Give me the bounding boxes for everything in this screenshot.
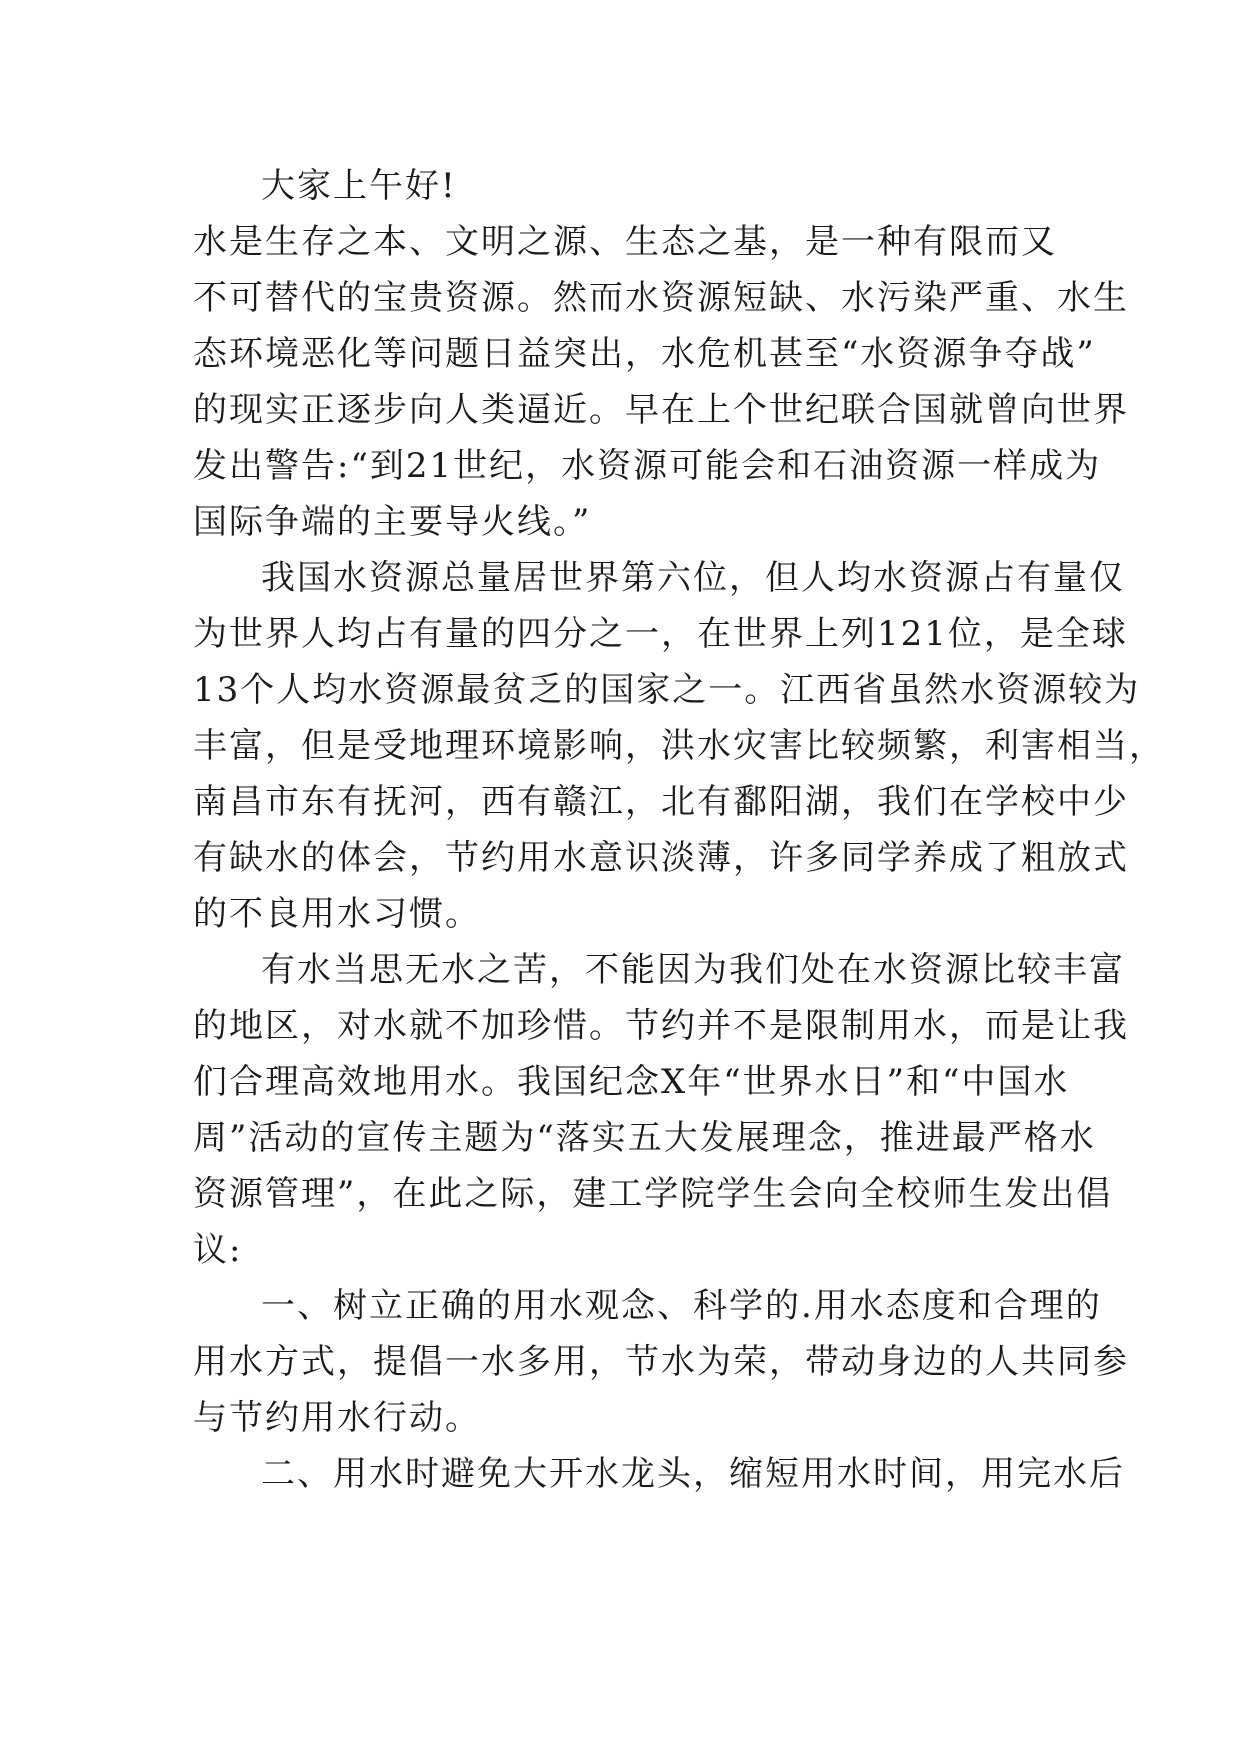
paragraph-line: 不可替代的宝贵资源。然而水资源短缺、水污染严重、水生 <box>193 278 1129 318</box>
paragraph-line: 与节约用水行动。 <box>193 1398 481 1438</box>
paragraph-line: 有水当思无水之苦，不能因为我们处在水资源比较丰富 <box>261 950 1125 990</box>
greeting-line: 大家上午好! <box>261 166 457 206</box>
paragraph-line: 国际争端的主要导火线。” <box>193 502 592 542</box>
paragraph-line: 南昌市东有抚河，西有赣江，北有鄱阳湖，我们在学校中少 <box>193 782 1129 822</box>
paragraph-line: 水是生存之本、文明之源、生态之基，是一种有限而又 <box>193 222 1057 262</box>
paragraph-line: 13个人均水资源最贫乏的国家之一。江西省虽然水资源较为 <box>193 670 1141 710</box>
document-body <box>193 158 1165 1502</box>
paragraph-line: 态环境恶化等问题日益突出，水危机甚至“水资源争夺战” <box>193 334 1096 374</box>
paragraph-line: 我国水资源总量居世界第六位，但人均水资源占有量仅 <box>261 558 1125 598</box>
paragraph-line: 一、树立正确的用水观念、科学的.用水态度和合理的 <box>261 1286 1102 1326</box>
paragraph-line: 二、用水时避免大开水龙头，缩短用水时间，用完水后 <box>261 1454 1125 1494</box>
paragraph-line: 用水方式，提倡一水多用，节水为荣，带动身边的人共同参 <box>193 1342 1129 1382</box>
paragraph-item-two <box>193 1446 1125 1502</box>
paragraph-line: 丰富，但是受地理环境影响，洪水灾害比较频繁，利害相当， <box>193 726 1165 766</box>
paragraph-line: 的不良用水习惯。 <box>193 894 481 934</box>
paragraph-save-water-proposal <box>193 942 1129 1278</box>
paragraph-line: 发出警告:“到21世纪，水资源可能会和石油资源一样成为 <box>193 446 1102 486</box>
paragraph-china-water-resources <box>193 550 1165 942</box>
paragraph-item-one <box>193 1278 1129 1446</box>
paragraph-line: 周”活动的宣传主题为“落实五大发展理念，推进最严格水 <box>193 1118 1096 1158</box>
paragraph-line: 资源管理”，在此之际，建工学院学生会向全校师生发出倡 <box>193 1174 1113 1214</box>
paragraph-line: 有缺水的体会，节约用水意识淡薄，许多同学养成了粗放式 <box>193 838 1129 878</box>
paragraph-line: 议: <box>193 1230 243 1270</box>
paragraph-line: 的现实正逐步向人类逼近。早在上个世纪联合国就曾向世界 <box>193 390 1129 430</box>
paragraph-line: 的地区，对水就不加珍惜。节约并不是限制用水，而是让我 <box>193 1006 1129 1046</box>
paragraph-line: 为世界人均占有量的四分之一，在世界上列121位，是全球 <box>193 614 1128 654</box>
paragraph-water-importance <box>193 214 1129 550</box>
paragraph-line: 们合理高效地用水。我国纪念X年“世界水日”和“中国水 <box>193 1062 1070 1102</box>
